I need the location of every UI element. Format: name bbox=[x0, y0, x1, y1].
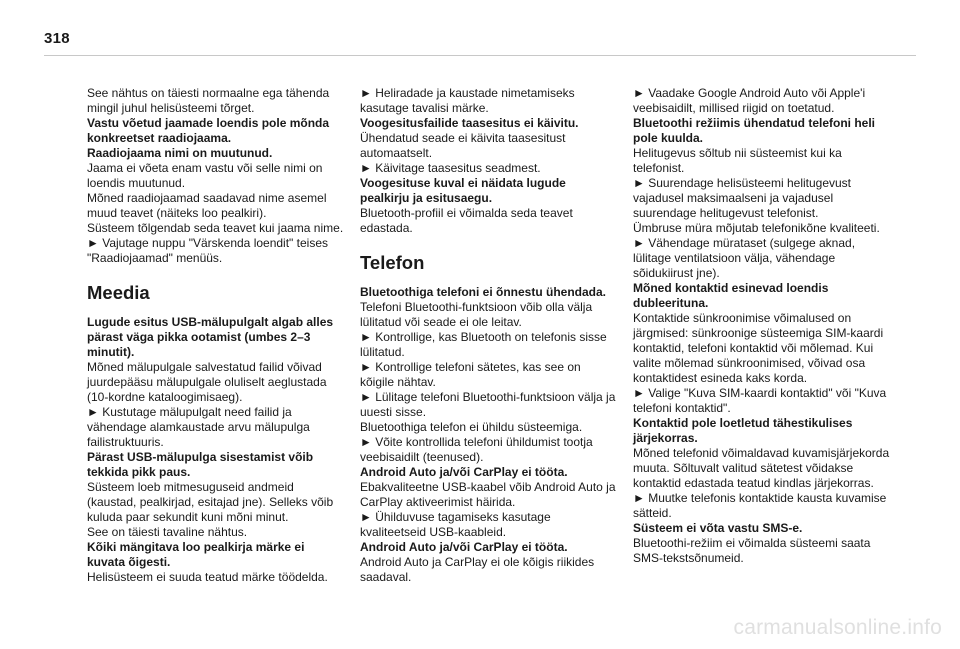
body-text: Helitugevus sõltub nii süsteemist kui ka telefonist. bbox=[633, 146, 842, 175]
instruction-text: ► Lülitage telefoni Bluetoothi-funktsioon välja ja uuesti sisse. bbox=[360, 390, 616, 419]
instruction-text: ► Vähendage mürataset (sulgege aknad, lülitage ventilatsioon välja, vähendage sõidukiirust jne). bbox=[633, 236, 856, 280]
issue-heading: Kontaktid pole loetletud tähestikulises järjekorras. bbox=[633, 416, 853, 445]
body-text: Mõned mälupulgale salvestatud failid võivad juurdepääsu mälupulgale oluliselt aeglustada (10-kordne kataloogimisaeg). bbox=[87, 360, 327, 404]
issue-heading: Mõned kontaktid esinevad loendis dubleerituna. bbox=[633, 281, 829, 310]
issue-heading: Android Auto ja/või CarPlay ei tööta. bbox=[360, 465, 568, 479]
issue-heading: Voogesituse kuval ei näidata lugude pealkirju ja esitusaegu. bbox=[360, 176, 566, 205]
issue-heading: Bluetoothiga telefoni ei õnnestu ühendada. bbox=[360, 285, 607, 299]
section-title-phone: Telefon bbox=[360, 252, 425, 273]
instruction-text: ► Muutke telefonis kontaktide kausta kuvamise sätteid. bbox=[633, 491, 887, 520]
instruction-text: ► Valige "Kuva SIM-kaardi kontaktid" või "Kuva telefoni kontaktid". bbox=[633, 386, 887, 415]
column-right bbox=[633, 86, 891, 566]
column-left bbox=[87, 86, 345, 585]
page-number: 318 bbox=[44, 30, 70, 47]
body-text: Android Auto ja CarPlay ei ole kõigis riikides saadaval. bbox=[360, 555, 595, 584]
issue-heading: Vastu võetud jaamade loendis pole mõnda konkreetset raadiojaama. bbox=[87, 116, 330, 145]
instruction-text: ► Ühilduvuse tagamiseks kasutage kvaliteetseid USB-kaableid. bbox=[360, 510, 551, 539]
body-text: Ümbruse müra mõjutab telefonikõne kvaliteeti. bbox=[633, 221, 880, 235]
issue-heading: Voogesitusfailide taasesitus ei käivitu. bbox=[360, 116, 579, 130]
issue-heading: Pärast USB-mälupulga sisestamist võib tekkida pikk paus. bbox=[87, 450, 314, 479]
instruction-text: ► Vaadake Google Android Auto või Apple'i veebisaidilt, millised riigid on toetatud. bbox=[633, 86, 866, 115]
issue-heading: Süsteem ei võta vastu SMS-e. bbox=[633, 521, 803, 535]
instruction-text: ► Heliradade ja kaustade nimetamiseks kasutage tavalisi märke. bbox=[360, 86, 575, 115]
instruction-text: ► Võite kontrollida telefoni ühildumist tootja veebisaidilt (teenused). bbox=[360, 435, 593, 464]
instruction-text: ► Käivitage taasesitus seadmest. bbox=[360, 161, 541, 175]
body-text: Ühendatud seade ei käivita taasesitust automaatselt. bbox=[360, 131, 566, 160]
instruction-text: ► Kustutage mälupulgalt need failid ja vähendage alamkaustade arvu mälupulga failistruktuuris. bbox=[87, 405, 310, 449]
instruction-text: ► Kontrollige telefoni sätetes, kas see on kõigile nähtav. bbox=[360, 360, 581, 389]
section-title-media: Meedia bbox=[87, 282, 150, 303]
body-text: See nähtus on täiesti normaalne ega tähenda mingil juhul helisüsteemi tõrget. bbox=[87, 86, 330, 115]
body-text: Bluetoothi-režiim ei võimalda süsteemi saata SMS-tekstsõnumeid. bbox=[633, 536, 871, 565]
header-divider bbox=[44, 55, 916, 56]
body-text: Bluetooth-profiil ei võimalda seda teavet edastada. bbox=[360, 206, 573, 235]
instruction-text: ► Vajutage nuppu "Värskenda loendit" teises "Raadiojaamad" menüüs. bbox=[87, 236, 328, 265]
body-text: Bluetoothiga telefon ei ühildu süsteemiga. bbox=[360, 420, 583, 434]
instruction-text: ► Kontrollige, kas Bluetooth on telefonis sisse lülitatud. bbox=[360, 330, 607, 359]
body-text: See on täiesti tavaline nähtus. bbox=[87, 525, 248, 539]
instruction-text: ► Suurendage helisüsteemi helitugevust vajadusel maksimaalseni ja vajadusel suurendage helitugevust telefonist. bbox=[633, 176, 852, 220]
body-text: Jaama ei võeta enam vastu või selle nimi on loendis muutunud. bbox=[87, 161, 323, 190]
issue-heading: Raadiojaama nimi on muutunud. bbox=[87, 146, 273, 160]
issue-heading: Android Auto ja/või CarPlay ei tööta. bbox=[360, 540, 568, 554]
body-text: Ebakvaliteetne USB-kaabel võib Android Auto ja CarPlay aktiveerimist häirida. bbox=[360, 480, 616, 509]
watermark: carmanualsonline.info bbox=[733, 616, 942, 639]
body-text: Telefoni Bluetoothi-funktsioon võib olla välja lülitatud või seade ei ole leitav. bbox=[360, 300, 593, 329]
issue-heading: Kõiki mängitava loo pealkirja märke ei kuvata õigesti. bbox=[87, 540, 305, 569]
issue-heading: Bluetoothi režiimis ühendatud telefoni heli pole kuulda. bbox=[633, 116, 876, 145]
body-text: Mõned raadiojaamad saadavad nime asemel muud teavet (näiteks loo pealkiri). bbox=[87, 191, 327, 220]
body-text: Mõned telefonid võimaldavad kuvamisjärjekorda muuta. Sõltuvalt valitud sätetest võidakse kontaktid edastada teatud kindlas järjekorras. bbox=[633, 446, 890, 490]
body-text: Süsteem tõlgendab seda teavet kui jaama nime. bbox=[87, 221, 344, 235]
column-middle bbox=[360, 86, 618, 585]
body-text: Süsteem loeb mitmesuguseid andmeid (kaustad, pealkirjad, esitajad jne). Selleks võib kuluda paar sekundit kuni mõni minut. bbox=[87, 480, 334, 524]
body-text: Kontaktide sünkroonimise võimalused on järgmised: sünkroonige süsteemiga SIM-kaardi kontaktid, telefoni kontaktid või mõlemad. Kui valite mõlemad sünkroonimised, võivad osa kontaktidest esineda kaks korda. bbox=[633, 311, 884, 385]
issue-heading: Lugude esitus USB-mälupulgalt algab alles pärast väga pikka ootamist (umbes 2–3 minutit). bbox=[87, 315, 334, 359]
body-text: Helisüsteem ei suuda teatud märke töödelda. bbox=[87, 570, 328, 584]
